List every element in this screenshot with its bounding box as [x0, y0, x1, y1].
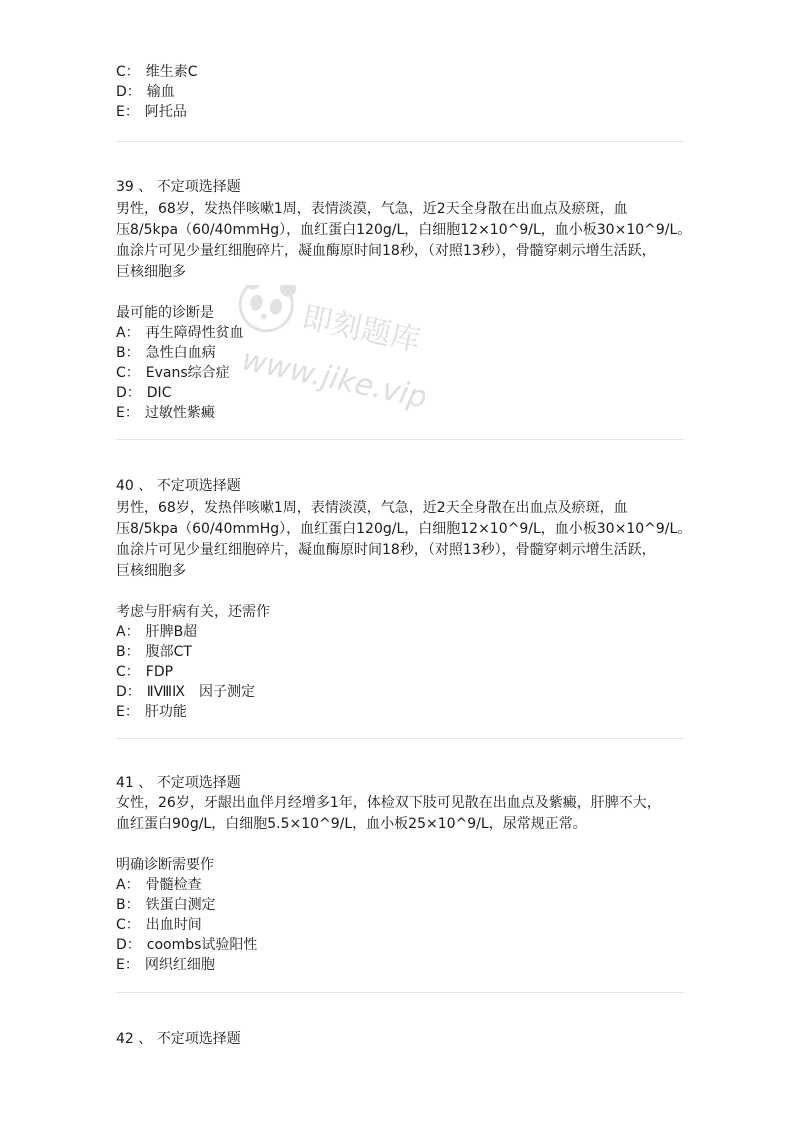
option-a	[116, 875, 686, 895]
option-letter: A：	[116, 624, 140, 640]
option-letter: C：	[116, 664, 140, 680]
option-text: 肝功能	[144, 704, 187, 720]
option-d	[116, 82, 686, 102]
option-d	[116, 935, 686, 955]
divider	[116, 439, 684, 440]
divider	[116, 141, 684, 142]
option-letter: E：	[116, 957, 139, 973]
question-prompt: 明确诊断需要作	[116, 857, 214, 873]
q38-options	[116, 62, 686, 122]
option-text: 过敏性紫癜	[144, 405, 215, 421]
option-text: 肝脾B超	[145, 624, 198, 640]
option-text: FDP	[145, 664, 174, 680]
option-a	[116, 323, 686, 343]
option-text: 阿托品	[144, 104, 187, 120]
question-number: 41 、 不定项选择题	[116, 775, 241, 791]
option-text: 出血时间	[145, 917, 202, 933]
option-letter: C：	[116, 64, 140, 80]
option-letter: B：	[116, 897, 140, 913]
option-letter: D：	[116, 385, 141, 401]
option-e	[116, 955, 686, 975]
option-text: coombs试验阳性	[146, 937, 258, 953]
option-b	[116, 343, 686, 363]
question-40	[116, 476, 692, 722]
question-42	[116, 1029, 686, 1049]
option-c	[116, 363, 686, 383]
question-prompt: 考虑与肝病有关，还需作	[116, 604, 270, 620]
question-number: 39 、 不定项选择题	[116, 179, 241, 195]
option-text: ⅡⅧⅨ 因子测定	[146, 684, 255, 700]
stem-line: 血涂片可见少量红细胞碎片，凝血酶原时间18秒，（对照13秒），骨髓穿刺示增生活跃，	[116, 542, 656, 558]
option-letter: D：	[116, 84, 141, 100]
stem-line: 血涂片可见少量红细胞碎片，凝血酶原时间18秒，（对照13秒），骨髓穿刺示增生活跃，	[116, 243, 656, 259]
stem-line: 巨核细胞多	[116, 264, 186, 280]
option-letter: A：	[116, 877, 140, 893]
watermark-url: www.jike.vip	[238, 342, 425, 416]
option-c	[116, 915, 686, 935]
question-stem	[116, 498, 692, 582]
option-letter: D：	[116, 937, 141, 953]
option-text: 维生素C	[145, 64, 198, 80]
option-letter: E：	[116, 405, 139, 421]
option-e	[116, 102, 686, 122]
stem-line: 男性，68岁，发热伴咳嗽1周，表情淡漠，气急，近2天全身散在出血点及瘀斑，血	[116, 500, 628, 516]
watermark-brand: 即刻题库	[298, 299, 424, 360]
option-letter: D：	[116, 684, 141, 700]
question-stem	[116, 199, 692, 283]
question-41	[116, 773, 686, 975]
question-number: 42 、 不定项选择题	[116, 1031, 241, 1047]
option-b	[116, 895, 686, 915]
option-list	[116, 875, 686, 975]
option-list	[116, 323, 686, 423]
option-text: DIC	[146, 385, 172, 401]
option-b	[116, 642, 686, 662]
option-list	[116, 622, 686, 722]
option-text: 再生障碍性贫血	[145, 325, 244, 341]
option-text: 输血	[146, 84, 175, 100]
divider	[116, 738, 684, 739]
stem-line: 压8/5kpa（60/40mmHg），血红蛋白120g/L，白细胞12×10^9/L，血小板30×10^9/L。	[116, 222, 692, 238]
option-letter: E：	[116, 704, 139, 720]
question-39	[116, 177, 692, 423]
option-letter: E：	[116, 104, 139, 120]
option-d	[116, 383, 686, 403]
divider	[116, 992, 684, 993]
stem-line: 巨核细胞多	[116, 563, 186, 579]
stem-line: 血红蛋白90g/L，白细胞5.5×10^9/L，血小板25×10^9/L，尿常规正常。	[116, 816, 587, 832]
option-c	[116, 62, 686, 82]
option-text: Evans综合症	[145, 365, 230, 381]
option-text: 急性白血病	[145, 345, 216, 361]
option-letter: C：	[116, 917, 140, 933]
option-e	[116, 403, 686, 423]
stem-line: 男性，68岁，发热伴咳嗽1周，表情淡漠，气急，近2天全身散在出血点及瘀斑，血	[116, 201, 628, 217]
option-d	[116, 682, 686, 702]
option-e	[116, 702, 686, 722]
question-number: 40 、 不定项选择题	[116, 478, 241, 494]
option-a	[116, 622, 686, 642]
option-text: 网织红细胞	[144, 957, 215, 973]
option-text: 骨髓检查	[145, 877, 202, 893]
stem-line: 压8/5kpa（60/40mmHg），血红蛋白120g/L，白细胞12×10^9/L，血小板30×10^9/L。	[116, 521, 692, 537]
option-letter: B：	[116, 345, 140, 361]
option-text: 铁蛋白测定	[145, 897, 216, 913]
question-prompt: 最可能的诊断是	[116, 305, 214, 321]
stem-line: 女性，26岁，牙龈出血伴月经增多1年，体检双下肢可见散在出血点及紫癜，肝脾不大，	[116, 795, 661, 811]
option-letter: B：	[116, 644, 140, 660]
option-c	[116, 662, 686, 682]
question-stem	[116, 793, 686, 835]
option-text: 腹部CT	[145, 644, 192, 660]
option-letter: C：	[116, 365, 140, 381]
option-letter: A：	[116, 325, 140, 341]
